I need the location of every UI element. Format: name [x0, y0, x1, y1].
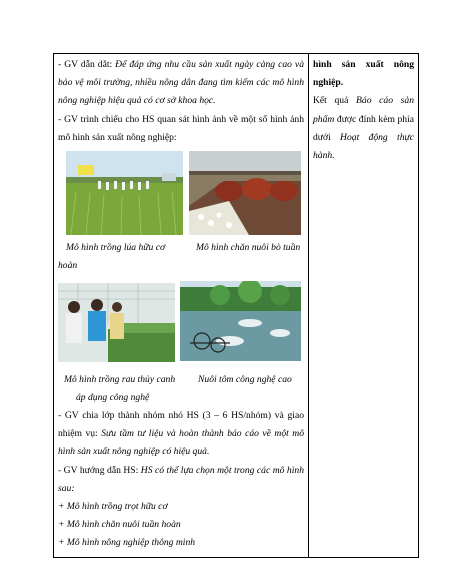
list-item-smart: + Mô hình nông nghiệp thông minh [58, 537, 196, 549]
hydroponic-photo [58, 283, 175, 362]
grouping-prefix: - GV chia lớp thành nhóm nhỏ HS (3 – 6 HS/nhóm) và giao nhiệm vụ: [58, 410, 304, 440]
paragraph-guidance [58, 462, 304, 498]
caption-row-2 [58, 371, 304, 407]
product-note [313, 92, 414, 165]
list-item [58, 516, 304, 534]
note-part-4: Hoạt động thực hành. [313, 131, 414, 162]
note-part-1: Kết quả [313, 95, 357, 107]
intro-prefix: - GV dẫn dắt: [58, 59, 116, 70]
product-heading-text: hình sản xuất nông nghiệp. [313, 59, 414, 89]
caption-row-1 [58, 239, 304, 275]
note-part-2: Báo cáo sản phẩm [313, 95, 414, 125]
paragraph-intro [58, 56, 304, 111]
paragraph-grouping [58, 407, 304, 462]
list-item [58, 498, 304, 516]
list-item-cycle: + Mô hình chăn nuôi tuần hoàn [58, 519, 181, 531]
paragraph-slideshow: - GV trình chiếu cho HS quan sát hình ảnh về một số hình ảnh mô hình sản xuất nông nghiệp: [58, 113, 304, 143]
photo-row-1 [58, 151, 304, 237]
organic-rice-photo [66, 151, 183, 235]
guidance-text: HS có thể lựa chọn một trong các mô hình sau: [58, 464, 304, 494]
cattle-farm-photo [189, 151, 301, 235]
lesson-table [53, 53, 419, 558]
shrimp-farm-photo [180, 281, 301, 361]
note-part-3: được đính kèm phía dưới [313, 113, 414, 143]
list-item-organic: + Mô hình trồng trọt hữu cơ [58, 501, 168, 513]
student-product-cell [309, 54, 419, 558]
grouping-task: Sưu tầm tư liệu và hoàn thành báo cáo về một mô hình sản xuất nông nghiệp có hiệu quả. [58, 428, 304, 458]
caption-shrimp: Nuôi tôm công nghệ cao [198, 374, 292, 386]
guidance-prefix: - GV hướng dẫn HS: [58, 464, 141, 476]
intro-quote: Để đáp ứng nhu cầu sản xuất ngày càng cao và bảo vệ môi trường, nhiều nông dân đang tìm kiếm các mô hình nông nghiệp hiệu quả có cơ sở khoa học. [58, 59, 304, 107]
photo-row-2 [58, 283, 304, 369]
teacher-activity-cell [54, 54, 309, 558]
list-item [58, 534, 304, 552]
caption-organic-rice: Mô hình trồng lúa hữu cơ [66, 242, 166, 254]
caption-cattle-cont: hoàn [58, 260, 78, 272]
caption-hydroponic: Mô hình trồng rau thủy canh [64, 374, 176, 386]
product-heading [313, 56, 414, 92]
caption-shrimp-cont: áp dụng công nghệ [76, 392, 150, 404]
caption-cattle: Mô hình chăn nuôi bò tuần [196, 242, 301, 254]
